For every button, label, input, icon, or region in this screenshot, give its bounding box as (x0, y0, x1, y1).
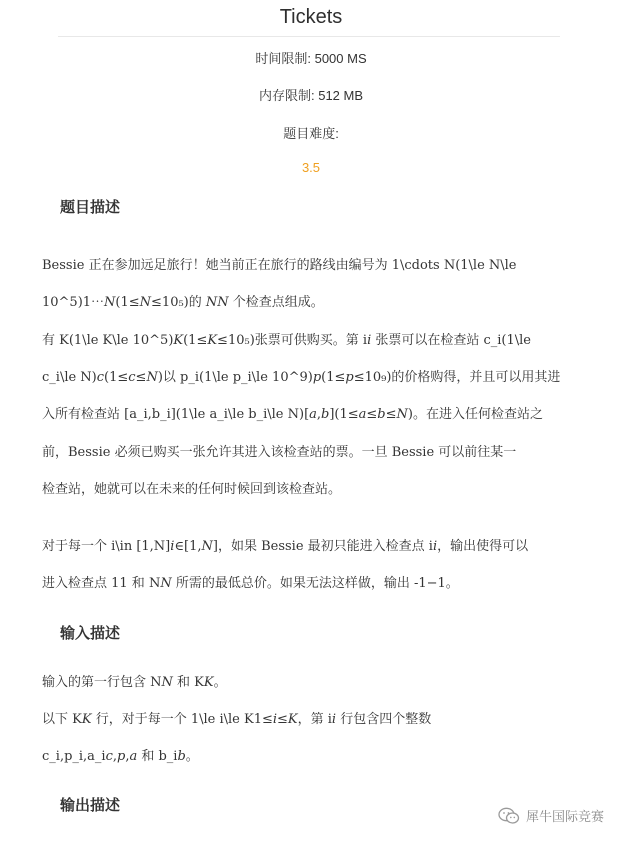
input-line: 以下 K𝐾 行，对于每一个 1\le i\le K1≤𝑖≤𝐾，第 i𝑖 行包含四个整数 (42, 712, 432, 727)
input-heading: 输入描述 (60, 625, 121, 642)
input-line: 输入的第一行包含 N𝑁 和 K𝐾。 (42, 675, 227, 690)
description-line: c_i\le N)𝑐(1≤𝑐≤𝑁)以 p_i(1\le p_i\le 10^9)𝑝(1≤𝑝≤10₉)的价格购得，并且可以用其进 (42, 370, 561, 385)
input-line: c_i,p_i,a_i𝑐,𝑝,𝑎 和 b_i𝑏。 (42, 749, 199, 764)
description-line: 进入检查点 11 和 N𝑁 所需的最低总价。如果无法这样做，输出 -1−1。 (42, 576, 459, 591)
description-line: 检查站，她就可以在未来的任何时候回到该检查站。 (42, 482, 342, 497)
description-line: 入所有检查站 [a_i,b_i](1\le a_i\le b_i\le N)[𝑎,𝑏](1≤𝑎≤𝑏≤𝑁)。在进入任何检查站之 (42, 407, 543, 422)
time-limit: 时间限制: 5000 MS (255, 51, 367, 66)
description-line: 10^5)1⋯𝑁(1≤𝑁≤10₅)的 𝑁𝑁 个检查点组成。 (42, 295, 324, 310)
description-line: 有 K(1\le K\le 10^5)𝐾(1≤𝐾≤10₅)张票可供购买。第 i𝑖 张票可以在检查站 c_i(1\le (42, 333, 532, 348)
page-title: Tickets (279, 6, 343, 28)
description-heading: 题目描述 (60, 199, 121, 216)
memory-limit: 内存限制: 512 MB (258, 88, 364, 103)
description-line: Bessie 正在参加远足旅行！她当前正在旅行的路线由编号为 1\cdots N(1\le N\le (42, 258, 517, 273)
watermark-text: 犀牛国际竞赛 (525, 810, 604, 825)
watermark (498, 806, 604, 825)
difficulty-label: 题目难度: (283, 126, 339, 141)
description-line: 前，Bessie 必须已购买一张允许其进入该检查站的票。一旦 Bessie 可以前往某一 (42, 445, 517, 460)
difficulty-value: 3.5 (301, 160, 321, 175)
description-line: 对于每一个 i\in [1,N]𝑖∈[1,𝑁]，如果 Bessie 最初只能进入检查点 i𝑖，输出使得可以 (42, 539, 529, 554)
output-heading: 输出描述 (60, 797, 121, 814)
wechat-icon (498, 807, 520, 825)
title-divider (58, 36, 560, 37)
